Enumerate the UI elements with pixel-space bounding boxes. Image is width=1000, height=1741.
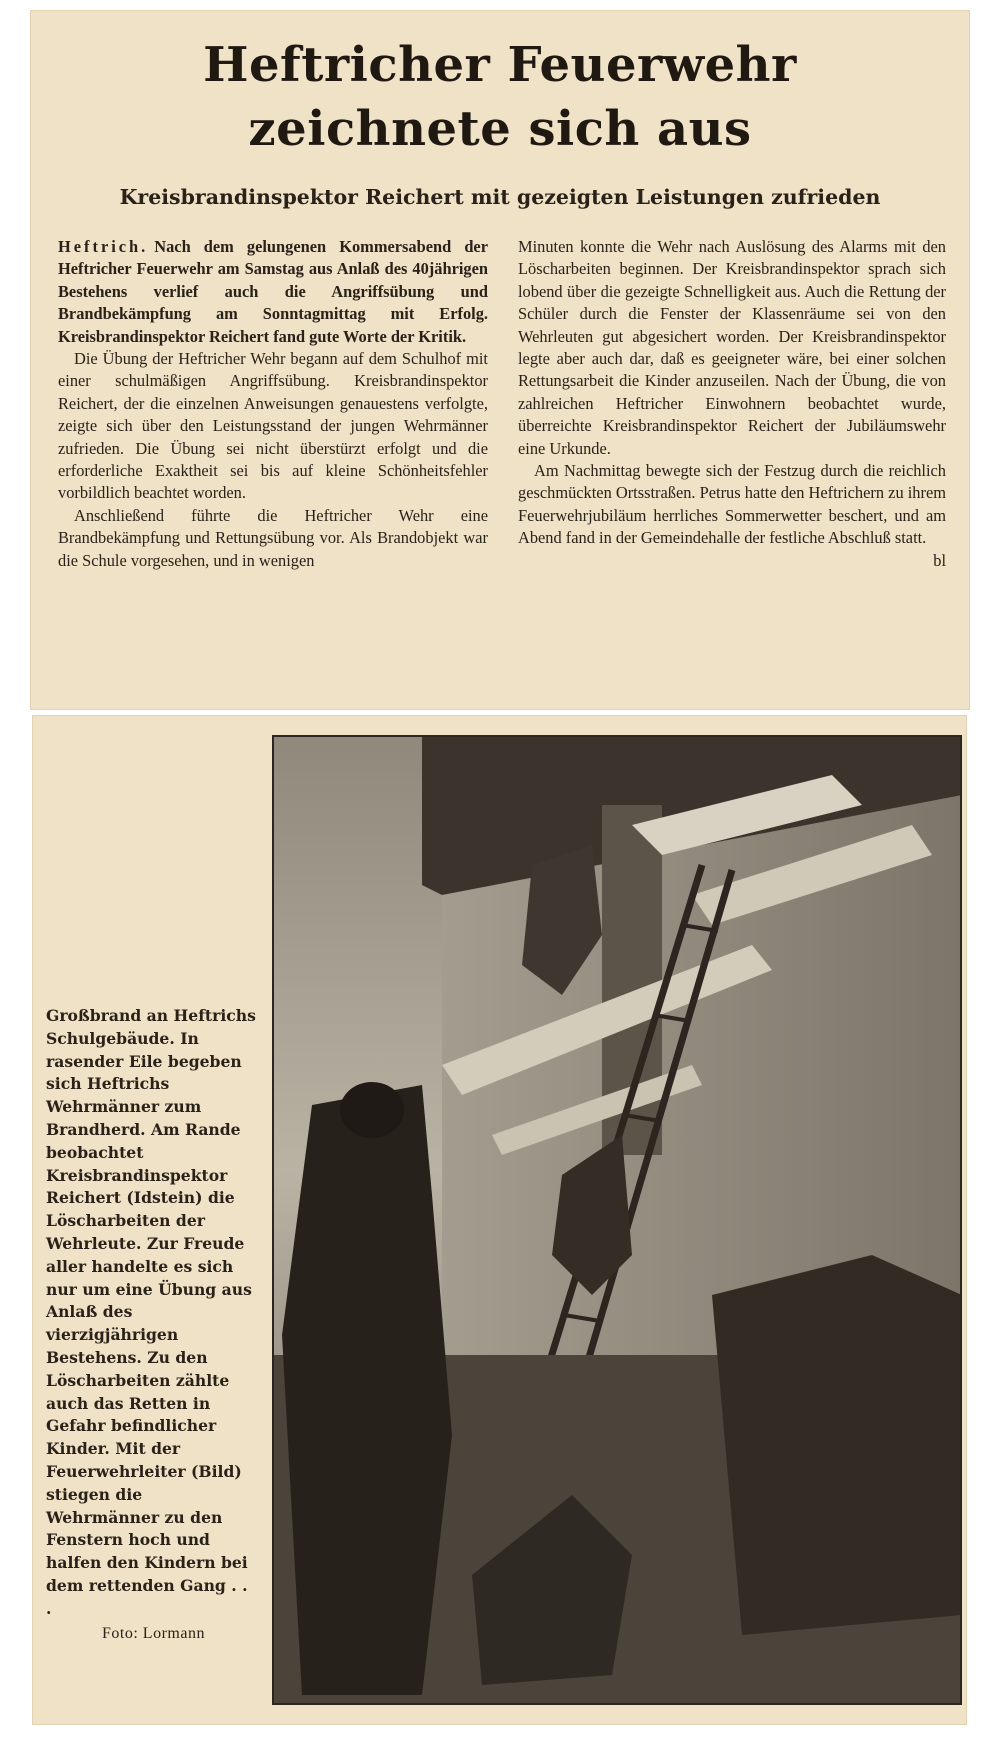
author-initials: bl (933, 550, 946, 570)
headline-line-2: zeichnete sich aus (248, 101, 752, 157)
photo-caption: Großbrand an Heftrichs Schulgebäude. In rasender Eile begeben sich Heftrichs Wehrmänner zum Brandherd. Am Rande beobachtet Kreisbrandinspektor Reichert (Idstein) die Löscharbeiten der Wehrleute. Zur Freude aller handelte es sich nur um eine Übung aus Anlaß des vierzigjährigen Bestehens. Zu den Löscharbeiten zählte auch das Retten in Gefahr befindlicher Kinder. Mit der Feuerwehrleiter (Bild) stiegen die Wehrmänner zu den Fenstern hoch und halfen den Kindern bei dem rettenden Gang . . . (46, 1006, 256, 1618)
body-paragraph: Anschließend führte die Heftricher Wehr eine Brandbekämpfung und Rettungsübung vor. Als Brandobjekt war die Schule vorgesehen, und in wenigen (58, 505, 488, 570)
photo-credit: Foto: Lormann (102, 1625, 205, 1642)
lead-text: Nach dem gelungenen Kommersabend der Heftricher Feuerwehr am Samstag aus Anlaß des 40jährigen Bestehens verlief auch die Angriffsübung und Brandbekämpfung am Sonntagmittag mit Erfolg. Kreisbrandinspektor Reichert fand gute Worte der Kritik. (58, 237, 488, 346)
firefighter-foreground (282, 1085, 452, 1695)
body-paragraph: Minuten konnte die Wehr nach Auslösung des Alarms mit den Löscharbeiten beginnen. Der Kreisbrandinspektor sprach sich lobend über die gezeigte Schnelligkeit aus. Auch die Rettung der Schüler durch die Fenster der Klassenräume sei von den Wehrleuten gut abgesichert worden. Der Kreisbrandinspektor legte aber auch dar, daß es geeigneter wäre, bei einer solchen Rettungsarbeit die Kinder anzuseilen. Nach der Übung, die von zahlreichen Heftricher Einwohnern beobachtet wurde, überreichte Kreisbrandinspektor Reichert der Jubiläumswehr eine Urkunde. (518, 237, 946, 458)
dateline: Heftrich. (58, 237, 149, 256)
lead-paragraph (58, 236, 488, 348)
firefighters-right-group (712, 1255, 962, 1635)
body-paragraph (518, 460, 946, 570)
text-column-left (58, 236, 488, 572)
photo-clipping (32, 715, 967, 1725)
headline-line-1: Heftricher Feuerwehr (203, 37, 797, 93)
firefighter-helmet (340, 1082, 404, 1138)
text-column-right (518, 236, 946, 572)
closing-text: Am Nachmittag bewegte sich der Festzug durch die reichlich geschmückten Ortsstraßen. Petrus hatte den Heftrichern zu ihrem Feuerwehrjubiläum herrliches Sommerwetter beschert, und am Abend fand in der Gemeindehalle der festliche Abschluß statt. (518, 461, 946, 548)
news-photo-firefighters-ladder (272, 735, 962, 1705)
article-clipping (30, 10, 970, 710)
subheadline: Kreisbrandinspektor Reichert mit gezeigten Leistungen zufrieden (119, 185, 881, 209)
body-paragraph: Die Übung der Heftricher Wehr begann auf dem Schulhof mit einer schulmäßigen Angriffsübung. Kreisbrandinspektor Reichert, der die einzelnen Anweisungen genauestens verfolgte, zeigte sich über den Leistungsstand der jungen Wehrmänner zufrieden. Die Übung sei nicht überstürzt erfolgt und die erforderliche Exaktheit sei bis auf kleine Schönheitsfehler vorbildlich beachtet worden. (58, 349, 488, 503)
